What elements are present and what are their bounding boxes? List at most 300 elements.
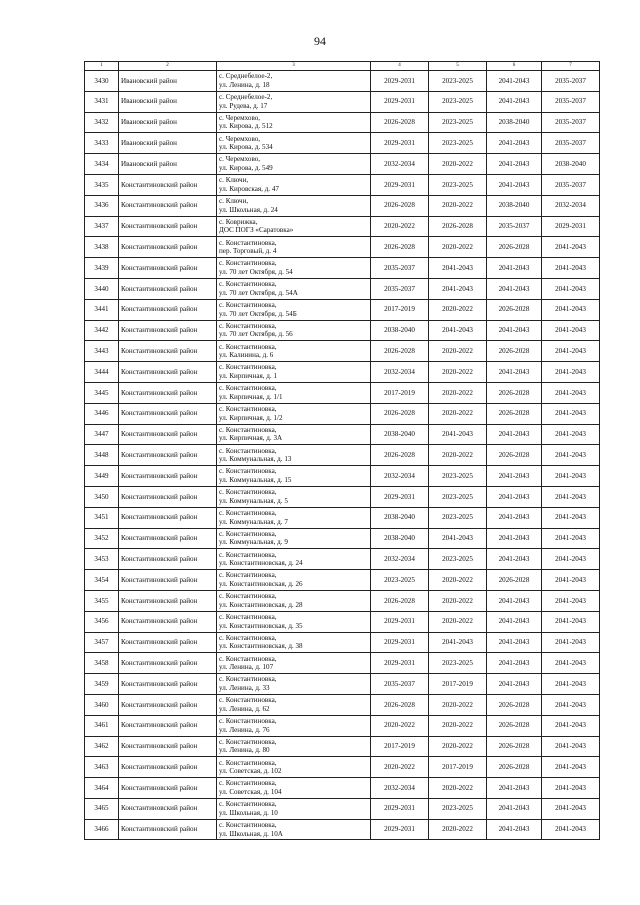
period-cell-col7: 2041-2043 — [542, 590, 600, 611]
address-cell — [217, 154, 371, 175]
address-street: ул. Константиновская, д. 28 — [219, 600, 303, 609]
address-locality: с. Константиновка, — [219, 280, 277, 289]
period-cell-col4: 2017-2019 — [371, 736, 429, 757]
row-number: 3454 — [85, 570, 119, 591]
row-number: 3437 — [85, 216, 119, 237]
period-cell-col7: 2035-2037 — [542, 133, 600, 154]
address-street: ул. Школьная, д. 10А — [219, 829, 283, 838]
district-cell: Константиновский район — [119, 778, 217, 799]
address-cell — [217, 611, 371, 632]
address-cell — [217, 445, 371, 466]
period-cell-col5: 2041-2043 — [429, 278, 487, 299]
table-row — [85, 611, 600, 632]
period-cell-col7: 2041-2043 — [542, 611, 600, 632]
period-cell-col7: 2041-2043 — [542, 299, 600, 320]
period-cell-col4: 2029-2031 — [371, 71, 429, 92]
row-number: 3445 — [85, 382, 119, 403]
address-street: ул. Кирпичная, д. 3А — [219, 434, 283, 443]
address-cell — [217, 590, 371, 611]
period-cell-col5: 2020-2022 — [429, 195, 487, 216]
period-cell-col7: 2041-2043 — [542, 757, 600, 778]
period-cell-col7: 2041-2043 — [542, 382, 600, 403]
period-cell-col7: 2035-2037 — [542, 91, 600, 112]
district-cell: Константиновский район — [119, 382, 217, 403]
housing-register-table — [84, 61, 600, 840]
period-cell-col6: 2041-2043 — [487, 486, 542, 507]
address-locality: с. Константиновка, — [219, 675, 277, 684]
period-cell-col7: 2041-2043 — [542, 237, 600, 258]
district-cell: Константиновский район — [119, 590, 217, 611]
address-locality: с. Константиновка, — [219, 550, 277, 559]
period-cell-col4: 2026-2028 — [371, 590, 429, 611]
table-row — [85, 570, 600, 591]
address-locality: с. Константиновка, — [219, 779, 277, 788]
period-cell-col4: 2026-2028 — [371, 445, 429, 466]
address-street: ул. Кировская, д. 47 — [219, 184, 279, 193]
period-cell-col5: 2020-2022 — [429, 715, 487, 736]
period-cell-col6: 2041-2043 — [487, 507, 542, 528]
period-cell-col6: 2041-2043 — [487, 549, 542, 570]
address-locality: с. Константиновка, — [219, 363, 277, 372]
period-cell-col7: 2038-2040 — [542, 154, 600, 175]
row-number: 3432 — [85, 112, 119, 133]
district-cell: Константиновский район — [119, 715, 217, 736]
district-cell: Константиновский район — [119, 237, 217, 258]
address-cell — [217, 195, 371, 216]
address-cell — [217, 466, 371, 487]
period-cell-col5: 2020-2022 — [429, 403, 487, 424]
period-cell-col4: 2035-2037 — [371, 258, 429, 279]
period-cell-col4: 2029-2031 — [371, 632, 429, 653]
period-cell-col5: 2020-2022 — [429, 445, 487, 466]
column-number: 2 — [119, 62, 217, 71]
period-cell-col4: 2029-2031 — [371, 133, 429, 154]
period-cell-col6: 2041-2043 — [487, 278, 542, 299]
table-row — [85, 757, 600, 778]
row-number: 3448 — [85, 445, 119, 466]
address-street: ул. Рудева, д. 17 — [219, 101, 268, 110]
table-row — [85, 778, 600, 799]
period-cell-col4: 2029-2031 — [371, 653, 429, 674]
period-cell-col5: 2023-2025 — [429, 112, 487, 133]
address-cell — [217, 486, 371, 507]
period-cell-col4: 2026-2028 — [371, 403, 429, 424]
period-cell-col4: 2023-2025 — [371, 570, 429, 591]
period-cell-col4: 2017-2019 — [371, 299, 429, 320]
row-number: 3431 — [85, 91, 119, 112]
address-locality: с. Константиновка, — [219, 405, 277, 414]
row-number: 3458 — [85, 653, 119, 674]
period-cell-col6: 2026-2028 — [487, 237, 542, 258]
period-cell-col7: 2041-2043 — [542, 486, 600, 507]
address-street: ДОС ПОГЗ «Саратовка» — [219, 226, 294, 235]
address-street: ул. Школьная, д. 10 — [219, 808, 278, 817]
district-cell: Константиновский район — [119, 195, 217, 216]
address-cell — [217, 819, 371, 840]
address-cell — [217, 778, 371, 799]
column-number: 4 — [371, 62, 429, 71]
period-cell-col5: 2023-2025 — [429, 71, 487, 92]
address-street: ул. Константиновская, д. 35 — [219, 621, 303, 630]
period-cell-col4: 2032-2034 — [371, 362, 429, 383]
period-cell-col6: 2041-2043 — [487, 778, 542, 799]
period-cell-col7: 2041-2043 — [542, 694, 600, 715]
period-cell-col4: 2026-2028 — [371, 195, 429, 216]
address-street: ул. Калинина, д. 6 — [219, 351, 274, 360]
address-locality: с. Константиновка, — [219, 758, 277, 767]
district-cell: Константиновский район — [119, 507, 217, 528]
table-row — [85, 341, 600, 362]
row-number: 3462 — [85, 736, 119, 757]
district-cell: Константиновский район — [119, 736, 217, 757]
period-cell-col6: 2026-2028 — [487, 299, 542, 320]
address-cell — [217, 133, 371, 154]
address-locality: с. Константиновка, — [219, 633, 277, 642]
address-locality: с. Константиновка, — [219, 529, 277, 538]
address-street: ул. Кирова, д. 534 — [219, 143, 273, 152]
period-cell-col6: 2041-2043 — [487, 590, 542, 611]
row-number: 3463 — [85, 757, 119, 778]
district-cell: Константиновский район — [119, 798, 217, 819]
period-cell-col6: 2041-2043 — [487, 320, 542, 341]
table-row — [85, 653, 600, 674]
row-number: 3433 — [85, 133, 119, 154]
district-cell: Ивановский район — [119, 71, 217, 92]
address-street: ул. Константиновская, д. 26 — [219, 580, 303, 589]
address-street: ул. Константиновская, д. 24 — [219, 559, 303, 568]
period-cell-col4: 2026-2028 — [371, 341, 429, 362]
row-number: 3443 — [85, 341, 119, 362]
address-locality: с. Ключи, — [219, 176, 249, 185]
period-cell-col5: 2020-2022 — [429, 362, 487, 383]
district-cell: Константиновский район — [119, 611, 217, 632]
address-cell — [217, 341, 371, 362]
period-cell-col7: 2041-2043 — [542, 278, 600, 299]
period-cell-col5: 2020-2022 — [429, 694, 487, 715]
period-cell-col5: 2020-2022 — [429, 819, 487, 840]
period-cell-col7: 2032-2034 — [542, 195, 600, 216]
address-locality: с. Константиновка, — [219, 259, 277, 268]
address-street: ул. Школьная, д. 24 — [219, 205, 278, 214]
period-cell-col4: 2038-2040 — [371, 424, 429, 445]
period-cell-col6: 2035-2037 — [487, 216, 542, 237]
column-number: 7 — [542, 62, 600, 71]
address-cell — [217, 278, 371, 299]
period-cell-col5: 2023-2025 — [429, 507, 487, 528]
row-number: 3440 — [85, 278, 119, 299]
period-cell-col5: 2041-2043 — [429, 528, 487, 549]
page-number: 94 — [314, 34, 326, 48]
table-row — [85, 590, 600, 611]
period-cell-col5: 2023-2025 — [429, 466, 487, 487]
address-cell — [217, 757, 371, 778]
period-cell-col4: 2029-2031 — [371, 819, 429, 840]
row-number: 3460 — [85, 694, 119, 715]
period-cell-col7: 2041-2043 — [542, 424, 600, 445]
period-cell-col5: 2020-2022 — [429, 611, 487, 632]
period-cell-col6: 2041-2043 — [487, 174, 542, 195]
address-locality: с. Черемхово, — [219, 134, 261, 143]
row-number: 3430 — [85, 71, 119, 92]
table-row — [85, 278, 600, 299]
period-cell-col5: 2041-2043 — [429, 424, 487, 445]
table-row — [85, 507, 600, 528]
period-cell-col6: 2026-2028 — [487, 341, 542, 362]
table-row — [85, 154, 600, 175]
period-cell-col7: 2029-2031 — [542, 216, 600, 237]
row-number: 3449 — [85, 466, 119, 487]
address-locality: с. Константиновка, — [219, 238, 277, 247]
period-cell-col7: 2041-2043 — [542, 466, 600, 487]
row-number: 3453 — [85, 549, 119, 570]
address-street: ул. 70 лет Октября, д. 56 — [219, 330, 293, 339]
address-locality: с. Константиновка, — [219, 509, 277, 518]
row-number: 3439 — [85, 258, 119, 279]
address-cell — [217, 320, 371, 341]
table-row — [85, 674, 600, 695]
table-row — [85, 424, 600, 445]
column-number: 6 — [487, 62, 542, 71]
table-row — [85, 362, 600, 383]
period-cell-col4: 2029-2031 — [371, 91, 429, 112]
address-locality: с. Черемхово, — [219, 155, 261, 164]
address-cell — [217, 174, 371, 195]
address-cell — [217, 632, 371, 653]
row-number: 3436 — [85, 195, 119, 216]
address-street: ул. Кирпичная, д. 1 — [219, 372, 278, 381]
district-cell: Константиновский район — [119, 445, 217, 466]
address-street: ул. Коммунальная, д. 9 — [219, 538, 288, 547]
table-row — [85, 237, 600, 258]
district-cell: Константиновский район — [119, 528, 217, 549]
row-number: 3452 — [85, 528, 119, 549]
period-cell-col7: 2041-2043 — [542, 362, 600, 383]
address-locality: с. Константиновка, — [219, 820, 277, 829]
address-street: ул. Ленина, д. 107 — [219, 663, 274, 672]
address-cell — [217, 216, 371, 237]
row-number: 3461 — [85, 715, 119, 736]
address-locality: с. Коврижка, — [219, 217, 258, 226]
district-cell: Константиновский район — [119, 694, 217, 715]
period-cell-col6: 2038-2040 — [487, 195, 542, 216]
period-cell-col4: 2026-2028 — [371, 694, 429, 715]
row-number: 3446 — [85, 403, 119, 424]
address-locality: с. Константиновка, — [219, 654, 277, 663]
address-locality: с. Константиновка, — [219, 571, 277, 580]
period-cell-col7: 2035-2037 — [542, 174, 600, 195]
table-row — [85, 528, 600, 549]
address-cell — [217, 382, 371, 403]
period-cell-col5: 2023-2025 — [429, 653, 487, 674]
period-cell-col6: 2041-2043 — [487, 362, 542, 383]
period-cell-col7: 2041-2043 — [542, 778, 600, 799]
period-cell-col7: 2041-2043 — [542, 507, 600, 528]
period-cell-col5: 2023-2025 — [429, 549, 487, 570]
period-cell-col4: 2029-2031 — [371, 798, 429, 819]
address-locality: с. Константиновка, — [219, 696, 277, 705]
column-number: 5 — [429, 62, 487, 71]
period-cell-col7: 2041-2043 — [542, 403, 600, 424]
address-locality: с. Константиновка, — [219, 488, 277, 497]
table-row — [85, 216, 600, 237]
row-number: 3435 — [85, 174, 119, 195]
address-locality: с. Константиновка, — [219, 301, 277, 310]
period-cell-col6: 2026-2028 — [487, 757, 542, 778]
period-cell-col6: 2041-2043 — [487, 611, 542, 632]
district-cell: Константиновский район — [119, 570, 217, 591]
address-locality: с. Константиновка, — [219, 717, 277, 725]
period-cell-col5: 2041-2043 — [429, 258, 487, 279]
period-cell-col5: 2041-2043 — [429, 320, 487, 341]
address-locality: с. Среднебелое-2, — [219, 93, 273, 102]
table-row — [85, 819, 600, 840]
address-cell — [217, 71, 371, 92]
period-cell-col6: 2026-2028 — [487, 694, 542, 715]
address-locality: с. Ключи, — [219, 197, 249, 206]
table-row — [85, 466, 600, 487]
period-cell-col5: 2023-2025 — [429, 133, 487, 154]
district-cell: Константиновский район — [119, 674, 217, 695]
table-row — [85, 798, 600, 819]
period-cell-col5: 2020-2022 — [429, 341, 487, 362]
period-cell-col5: 2017-2019 — [429, 757, 487, 778]
address-cell — [217, 362, 371, 383]
period-cell-col6: 2041-2043 — [487, 798, 542, 819]
period-cell-col6: 2026-2028 — [487, 445, 542, 466]
table-row — [85, 403, 600, 424]
table-row — [85, 445, 600, 466]
period-cell-col4: 2026-2028 — [371, 237, 429, 258]
address-street: ул. Советская, д. 104 — [219, 787, 282, 796]
period-cell-col5: 2020-2022 — [429, 736, 487, 757]
address-cell — [217, 528, 371, 549]
address-street: ул. Кирова, д. 512 — [219, 122, 273, 131]
period-cell-col4: 2029-2031 — [371, 611, 429, 632]
row-number: 3444 — [85, 362, 119, 383]
district-cell: Константиновский район — [119, 757, 217, 778]
period-cell-col7: 2035-2037 — [542, 112, 600, 133]
address-street: ул. Советская, д. 102 — [219, 767, 282, 776]
period-cell-col6: 2041-2043 — [487, 632, 542, 653]
period-cell-col5: 2020-2022 — [429, 154, 487, 175]
period-cell-col6: 2026-2028 — [487, 736, 542, 757]
period-cell-col6: 2041-2043 — [487, 91, 542, 112]
column-number-row — [85, 62, 600, 71]
period-cell-col4: 2038-2040 — [371, 528, 429, 549]
table-row — [85, 112, 600, 133]
table-row — [85, 486, 600, 507]
address-cell — [217, 736, 371, 757]
period-cell-col6: 2026-2028 — [487, 715, 542, 736]
period-cell-col6: 2041-2043 — [487, 154, 542, 175]
period-cell-col7: 2041-2043 — [542, 528, 600, 549]
row-number: 3438 — [85, 237, 119, 258]
address-street: пер. Торговый, д. 4 — [219, 247, 277, 256]
address-street: ул. 70 лет Октября, д. 54Б — [219, 309, 297, 318]
address-cell — [217, 570, 371, 591]
period-cell-col6: 2041-2043 — [487, 424, 542, 445]
address-street: ул. Коммунальная, д. 7 — [219, 517, 288, 526]
address-street: ул. Коммунальная, д. 15 — [219, 476, 292, 485]
period-cell-col5: 2023-2025 — [429, 174, 487, 195]
district-cell: Константиновский район — [119, 819, 217, 840]
table-row — [85, 174, 600, 195]
address-cell — [217, 694, 371, 715]
table-row — [85, 632, 600, 653]
address-cell — [217, 507, 371, 528]
period-cell-col4: 2032-2034 — [371, 778, 429, 799]
district-cell: Ивановский район — [119, 133, 217, 154]
address-locality: с. Константиновка, — [219, 425, 277, 434]
row-number: 3457 — [85, 632, 119, 653]
address-cell — [217, 674, 371, 695]
district-cell: Константиновский район — [119, 299, 217, 320]
period-cell-col5: 2020-2022 — [429, 590, 487, 611]
district-cell: Константиновский район — [119, 632, 217, 653]
address-cell — [217, 653, 371, 674]
column-number: 1 — [85, 62, 119, 71]
address-street: ул. Кирпичная, д. 1/1 — [219, 392, 283, 401]
row-number: 3465 — [85, 798, 119, 819]
address-cell — [217, 112, 371, 133]
table-row — [85, 195, 600, 216]
period-cell-col4: 2032-2034 — [371, 466, 429, 487]
row-number: 3466 — [85, 819, 119, 840]
address-locality: с. Константиновка, — [219, 613, 277, 622]
period-cell-col6: 2041-2043 — [487, 71, 542, 92]
period-cell-col7: 2041-2043 — [542, 549, 600, 570]
address-cell — [217, 403, 371, 424]
table-row — [85, 320, 600, 341]
address-street: ул. Ленина, д. 62 — [219, 704, 270, 713]
period-cell-col6: 2026-2028 — [487, 403, 542, 424]
address-street: ул. Коммунальная, д. 13 — [219, 455, 292, 464]
period-cell-col4: 2029-2031 — [371, 486, 429, 507]
row-number: 3450 — [85, 486, 119, 507]
period-cell-col7: 2041-2043 — [542, 632, 600, 653]
period-cell-col6: 2041-2043 — [487, 819, 542, 840]
address-street: ул. Ленина, д. 76 — [219, 725, 270, 734]
address-street: ул. Кирпичная, д. 1/2 — [219, 413, 283, 422]
row-number: 3442 — [85, 320, 119, 341]
district-cell: Константиновский район — [119, 486, 217, 507]
district-cell: Ивановский район — [119, 112, 217, 133]
table-row — [85, 736, 600, 757]
district-cell: Ивановский район — [119, 91, 217, 112]
address-cell — [217, 258, 371, 279]
period-cell-col7: 2041-2043 — [542, 570, 600, 591]
address-cell — [217, 424, 371, 445]
period-cell-col5: 2020-2022 — [429, 382, 487, 403]
period-cell-col7: 2041-2043 — [542, 320, 600, 341]
period-cell-col4: 2020-2022 — [371, 216, 429, 237]
district-cell: Константиновский район — [119, 403, 217, 424]
table-row — [85, 133, 600, 154]
address-locality: с. Среднебелое-2, — [219, 72, 273, 81]
address-locality: с. Константиновка, — [219, 321, 277, 330]
district-cell: Константиновский район — [119, 466, 217, 487]
address-locality: с. Константиновка, — [219, 467, 277, 476]
district-cell: Константиновский район — [119, 320, 217, 341]
row-number: 3441 — [85, 299, 119, 320]
period-cell-col4: 2035-2037 — [371, 278, 429, 299]
address-cell — [217, 91, 371, 112]
row-number: 3447 — [85, 424, 119, 445]
row-number: 3456 — [85, 611, 119, 632]
row-number: 3434 — [85, 154, 119, 175]
address-locality: с. Константиновка, — [219, 342, 277, 351]
row-number: 3451 — [85, 507, 119, 528]
